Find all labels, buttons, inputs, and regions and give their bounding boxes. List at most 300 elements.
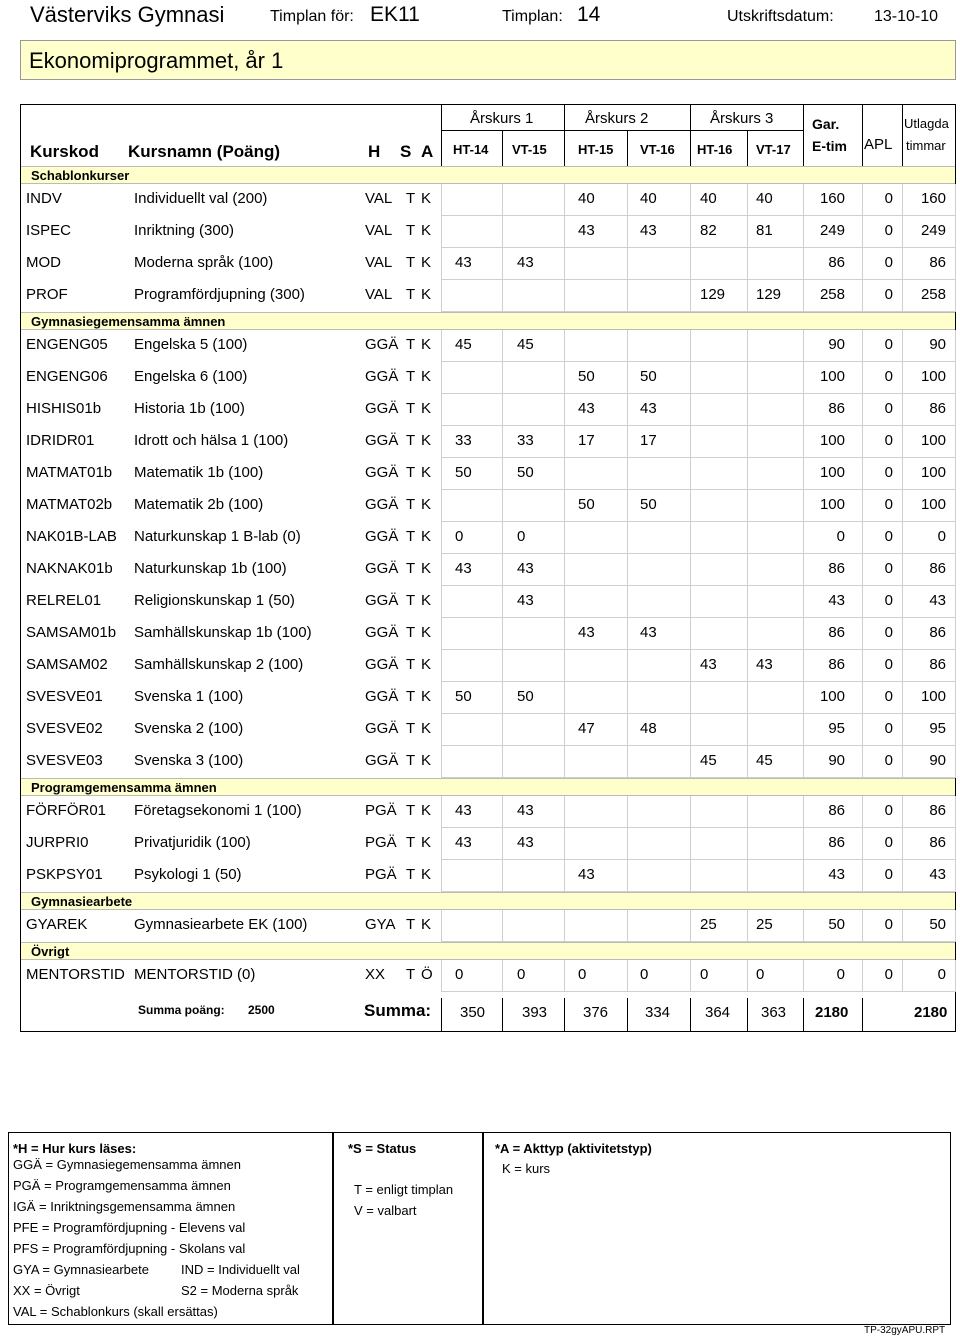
course-code: MATMAT01b <box>26 464 113 481</box>
grid-line <box>803 330 804 362</box>
grid-line <box>502 280 503 312</box>
course-a: K <box>421 464 432 481</box>
etim-value: 249 <box>819 222 845 239</box>
program-title-bar <box>20 40 956 80</box>
grid-line <box>441 184 442 216</box>
grid-line <box>690 216 691 248</box>
grid-line <box>627 828 628 860</box>
grid-line <box>862 860 863 892</box>
total-value: 43 <box>929 866 946 883</box>
term-value: 17 <box>640 432 657 449</box>
legend-h-item: PGÄ = Programgemensamma ämnen <box>13 1178 231 1193</box>
total-value: 90 <box>929 336 946 353</box>
summary-divider <box>564 998 565 1032</box>
summary-divider <box>441 998 442 1032</box>
course-name: Samhällskunskap 2 (100) <box>134 656 304 673</box>
grid-line <box>627 330 628 362</box>
grid-line <box>862 280 863 312</box>
apl-value: 0 <box>884 802 893 819</box>
grid-line <box>441 828 442 860</box>
apl-value: 0 <box>884 866 893 883</box>
course-code: FÖRFÖR01 <box>26 802 107 819</box>
grid-line <box>862 554 863 586</box>
term-value: 43 <box>578 222 595 239</box>
grid-line <box>747 458 748 490</box>
course-a: K <box>421 190 432 207</box>
grid-line <box>441 860 442 892</box>
course-s: T <box>406 834 416 851</box>
grid-line <box>441 522 442 554</box>
term-value: 50 <box>640 496 657 513</box>
term-value: 129 <box>756 286 782 303</box>
grid-line <box>690 960 691 992</box>
course-a: K <box>421 866 432 883</box>
header-divider <box>690 104 691 166</box>
course-s: T <box>406 866 416 883</box>
course-s: T <box>406 222 416 239</box>
course-code: ENGENG05 <box>26 336 108 353</box>
grid-line <box>902 184 903 216</box>
grid-line <box>627 522 628 554</box>
grid-line <box>902 458 903 490</box>
course-name: Matematik 2b (100) <box>134 496 264 513</box>
legend-h-item: GGÄ = Gymnasiegemensamma ämnen <box>13 1157 241 1172</box>
grid-line <box>690 910 691 942</box>
grid-line <box>902 860 903 892</box>
legend-ind: IND = Individuellt val <box>181 1262 300 1277</box>
term-header: VT-16 <box>640 142 675 157</box>
grid-line <box>690 828 691 860</box>
grid-line <box>955 650 956 682</box>
grid-line <box>803 426 804 458</box>
course-name: Svenska 2 (100) <box>134 720 244 737</box>
grid-line <box>803 960 804 992</box>
course-h: VAL <box>365 190 393 207</box>
term-value: 45 <box>517 336 534 353</box>
course-a: K <box>421 720 432 737</box>
grid-line <box>747 248 748 280</box>
grid-line <box>747 960 748 992</box>
grid-line <box>862 330 863 362</box>
term-value: 0 <box>640 966 649 983</box>
apl-value: 0 <box>884 400 893 417</box>
grid-line <box>955 490 956 522</box>
grid-line <box>441 248 442 280</box>
legend-h-item: XX = Övrigt <box>13 1283 80 1298</box>
grid-line <box>627 860 628 892</box>
grid-line <box>627 280 628 312</box>
section-header <box>21 942 955 960</box>
grid-line <box>441 991 955 992</box>
course-name: Svenska 1 (100) <box>134 688 244 705</box>
term-value: 43 <box>455 834 472 851</box>
grid-line <box>441 554 442 586</box>
grid-line <box>955 216 956 248</box>
total-value: 86 <box>929 656 946 673</box>
table-row <box>21 522 955 554</box>
grid-line <box>902 490 903 522</box>
table-row <box>21 362 955 394</box>
grid-line <box>564 650 565 682</box>
grid-line <box>747 586 748 618</box>
table-row <box>21 280 955 312</box>
col-utlagda: Utlagda <box>904 116 949 131</box>
grid-line <box>502 426 503 458</box>
course-h: GGÄ <box>365 528 399 545</box>
course-a: K <box>421 336 432 353</box>
grid-line <box>564 960 565 992</box>
summary-term-value: 334 <box>645 1004 671 1021</box>
etim-value: 95 <box>828 720 845 737</box>
grid-line <box>902 960 903 992</box>
grid-line <box>902 394 903 426</box>
total-value: 160 <box>920 190 946 207</box>
grid-line <box>690 746 691 778</box>
course-a: K <box>421 802 432 819</box>
apl-value: 0 <box>884 656 893 673</box>
grid-line <box>862 586 863 618</box>
grid-line <box>627 796 628 828</box>
apl-value: 0 <box>884 432 893 449</box>
header-divider <box>441 104 442 166</box>
grid-line <box>803 828 804 860</box>
grid-line <box>502 554 503 586</box>
legend-s-box <box>333 1132 483 1325</box>
etim-value: 90 <box>828 336 845 353</box>
apl-value: 0 <box>884 834 893 851</box>
grid-line <box>564 426 565 458</box>
term-header: VT-15 <box>512 142 547 157</box>
grid-line <box>627 458 628 490</box>
term-value: 17 <box>578 432 595 449</box>
term-value: 40 <box>578 190 595 207</box>
course-s: T <box>406 624 416 641</box>
term-value: 25 <box>700 916 717 933</box>
course-code: HISHIS01b <box>26 400 102 417</box>
etim-value: 43 <box>828 592 845 609</box>
course-name: Matematik 1b (100) <box>134 464 264 481</box>
term-value: 0 <box>578 966 587 983</box>
grid-line <box>690 682 691 714</box>
term-value: 43 <box>756 656 773 673</box>
total-value: 90 <box>929 752 946 769</box>
grid-line <box>564 714 565 746</box>
course-a: K <box>421 752 432 769</box>
course-name: Idrott och hälsa 1 (100) <box>134 432 289 449</box>
grid-line <box>564 216 565 248</box>
etim-value: 0 <box>836 528 845 545</box>
term-value: 43 <box>640 624 657 641</box>
course-h: PGÄ <box>365 866 397 883</box>
course-name: Programfördjupning (300) <box>134 286 305 303</box>
header-divider <box>747 130 748 166</box>
grid-line <box>862 910 863 942</box>
table-row <box>21 216 955 248</box>
grid-line <box>803 586 804 618</box>
grid-line <box>690 522 691 554</box>
grid-line <box>955 746 956 778</box>
total-value: 0 <box>937 966 946 983</box>
course-name: Privatjuridik (100) <box>134 834 251 851</box>
grid-line <box>747 796 748 828</box>
course-a: K <box>421 400 432 417</box>
grid-line <box>564 910 565 942</box>
course-a: K <box>421 432 432 449</box>
table-row <box>21 586 955 618</box>
course-h: VAL <box>365 222 393 239</box>
section-title: Övrigt <box>31 944 70 959</box>
grid-line <box>502 490 503 522</box>
course-code: IDRIDR01 <box>26 432 95 449</box>
grid-line <box>803 394 804 426</box>
apl-value: 0 <box>884 464 893 481</box>
grid-line <box>627 746 628 778</box>
grid-line <box>747 490 748 522</box>
etim-value: 100 <box>819 464 845 481</box>
term-value: 43 <box>578 400 595 417</box>
grid-line <box>747 618 748 650</box>
grid-line <box>902 216 903 248</box>
summary-term-value: 364 <box>705 1004 731 1021</box>
course-s: T <box>406 528 416 545</box>
grid-line <box>747 828 748 860</box>
term-value: 0 <box>756 966 765 983</box>
legend-s2: S2 = Moderna språk <box>181 1283 299 1298</box>
grid-line <box>627 650 628 682</box>
etim-value: 86 <box>828 656 845 673</box>
grid-line <box>441 458 442 490</box>
grid-line <box>747 650 748 682</box>
term-value: 81 <box>756 222 773 239</box>
grid-line <box>955 910 956 942</box>
timplan-label: Timplan: <box>502 8 563 25</box>
etim-value: 50 <box>828 916 845 933</box>
header-divider <box>627 130 628 166</box>
course-a: Ö <box>421 966 433 983</box>
course-code: SVESVE02 <box>26 720 103 737</box>
etim-value: 100 <box>819 432 845 449</box>
course-h: VAL <box>365 286 393 303</box>
grid-line <box>902 682 903 714</box>
grid-line <box>627 586 628 618</box>
apl-value: 0 <box>884 966 893 983</box>
grid-line <box>690 860 691 892</box>
course-code: GYAREK <box>26 916 88 933</box>
grid-line <box>803 554 804 586</box>
grid-line <box>862 490 863 522</box>
total-value: 50 <box>929 916 946 933</box>
grid-line <box>441 714 442 746</box>
timplan-for-value: EK11 <box>370 3 420 26</box>
etim-value: 86 <box>828 254 845 271</box>
apl-value: 0 <box>884 368 893 385</box>
grid-line <box>902 910 903 942</box>
grid-line <box>627 618 628 650</box>
grid-line <box>955 362 956 394</box>
grid-line <box>564 522 565 554</box>
grid-line <box>862 458 863 490</box>
grid-line <box>803 184 804 216</box>
grid-line <box>502 746 503 778</box>
grid-line <box>690 184 691 216</box>
section-header <box>21 166 955 184</box>
header-divider <box>502 130 503 166</box>
total-value: 100 <box>920 464 946 481</box>
term-value: 45 <box>455 336 472 353</box>
grid-line <box>747 330 748 362</box>
apl-value: 0 <box>884 190 893 207</box>
grid-line <box>441 394 442 426</box>
grid-line <box>441 796 442 828</box>
legend-h-item: PFE = Programfördjupning - Elevens val <box>13 1220 246 1235</box>
term-value: 33 <box>455 432 472 449</box>
term-value: 50 <box>517 688 534 705</box>
grid-line <box>747 522 748 554</box>
total-value: 0 <box>937 528 946 545</box>
course-h: GGÄ <box>365 592 399 609</box>
term-value: 43 <box>700 656 717 673</box>
course-name: Svenska 3 (100) <box>134 752 244 769</box>
grid-line <box>955 586 956 618</box>
section-title: Programgemensamma ämnen <box>31 780 217 795</box>
course-name: Individuellt val (200) <box>134 190 268 207</box>
total-value: 86 <box>929 560 946 577</box>
legend-a-k: K = kurs <box>502 1161 551 1176</box>
grid-line <box>502 910 503 942</box>
grid-line <box>690 586 691 618</box>
course-h: GGÄ <box>365 752 399 769</box>
header-divider <box>902 104 903 166</box>
grid-line <box>862 618 863 650</box>
grid-line <box>502 714 503 746</box>
grid-line <box>564 682 565 714</box>
course-code: INDV <box>26 190 62 207</box>
grid-line <box>803 522 804 554</box>
grid-line <box>803 216 804 248</box>
term-value: 45 <box>700 752 717 769</box>
summary-term-value: 363 <box>761 1004 787 1021</box>
term-value: 43 <box>455 560 472 577</box>
course-s: T <box>406 966 416 983</box>
total-value: 95 <box>929 720 946 737</box>
course-h: VAL <box>365 254 393 271</box>
summary-total: 2180 <box>914 1004 948 1021</box>
section-title: Gymnasiearbete <box>31 894 133 909</box>
grid-line <box>747 910 748 942</box>
grid-line <box>441 490 442 522</box>
grid-line <box>502 682 503 714</box>
year1-header: Årskurs 1 <box>470 110 534 127</box>
course-code: SAMSAM02 <box>26 656 108 673</box>
term-value: 40 <box>756 190 773 207</box>
grid-line <box>862 682 863 714</box>
grid-line <box>747 184 748 216</box>
etim-value: 86 <box>828 400 845 417</box>
grid-line <box>862 394 863 426</box>
course-code: PROF <box>26 286 68 303</box>
grid-line <box>564 828 565 860</box>
total-value: 86 <box>929 400 946 417</box>
grid-line <box>627 714 628 746</box>
col-apl: APL <box>864 136 893 153</box>
term-value: 50 <box>517 464 534 481</box>
course-s: T <box>406 286 416 303</box>
course-code: ENGENG06 <box>26 368 108 385</box>
col-a: A <box>421 142 434 161</box>
course-s: T <box>406 916 416 933</box>
term-value: 43 <box>640 222 657 239</box>
section-title: Schablonkurser <box>31 168 130 183</box>
term-value: 43 <box>517 254 534 271</box>
grid-line <box>803 248 804 280</box>
grid-line <box>803 682 804 714</box>
course-code: RELREL01 <box>26 592 102 609</box>
grid-line <box>564 280 565 312</box>
total-value: 100 <box>920 496 946 513</box>
grid-line <box>502 586 503 618</box>
term-value: 0 <box>517 528 526 545</box>
summary-divider <box>747 998 748 1032</box>
course-h: PGÄ <box>365 802 397 819</box>
course-s: T <box>406 688 416 705</box>
grid-line <box>564 860 565 892</box>
term-value: 25 <box>756 916 773 933</box>
grid-line <box>564 184 565 216</box>
course-s: T <box>406 368 416 385</box>
grid-line <box>564 618 565 650</box>
grid-line <box>862 216 863 248</box>
legend-h-item: IGÄ = Inriktningsgemensamma ämnen <box>13 1199 236 1214</box>
grid-line <box>747 746 748 778</box>
program-title: Ekonomiprogrammet, år 1 <box>29 48 284 73</box>
summa-label: Summa: <box>364 1001 432 1020</box>
header-divider <box>862 104 863 166</box>
grid-line <box>955 796 956 828</box>
col-h: H <box>368 142 381 161</box>
col-kurskod: Kurskod <box>30 142 99 161</box>
course-a: K <box>421 656 432 673</box>
grid-line <box>564 248 565 280</box>
grid-line <box>690 330 691 362</box>
grid-line <box>862 828 863 860</box>
table-row <box>21 860 955 892</box>
term-value: 43 <box>455 254 472 271</box>
grid-line <box>955 184 956 216</box>
course-name: Religionskunskap 1 (50) <box>134 592 295 609</box>
grid-line <box>902 280 903 312</box>
course-s: T <box>406 802 416 819</box>
grid-line <box>564 330 565 362</box>
table-row <box>21 714 955 746</box>
grid-line <box>502 650 503 682</box>
table-row <box>21 330 955 362</box>
grid-line <box>902 828 903 860</box>
table-row <box>21 828 955 860</box>
grid-line <box>502 960 503 992</box>
table-row <box>21 554 955 586</box>
grid-line <box>690 554 691 586</box>
grid-line <box>862 184 863 216</box>
col-s: S <box>400 142 412 161</box>
table-row <box>21 184 955 216</box>
term-value: 48 <box>640 720 657 737</box>
grid-line <box>627 554 628 586</box>
legend-s-title: *S = Status <box>348 1141 417 1156</box>
year2-header: Årskurs 2 <box>585 110 649 127</box>
legend-h-item: PFS = Programfördjupning - Skolans val <box>13 1241 246 1256</box>
course-name: Historia 1b (100) <box>134 400 245 417</box>
summary-term-value: 393 <box>522 1004 548 1021</box>
